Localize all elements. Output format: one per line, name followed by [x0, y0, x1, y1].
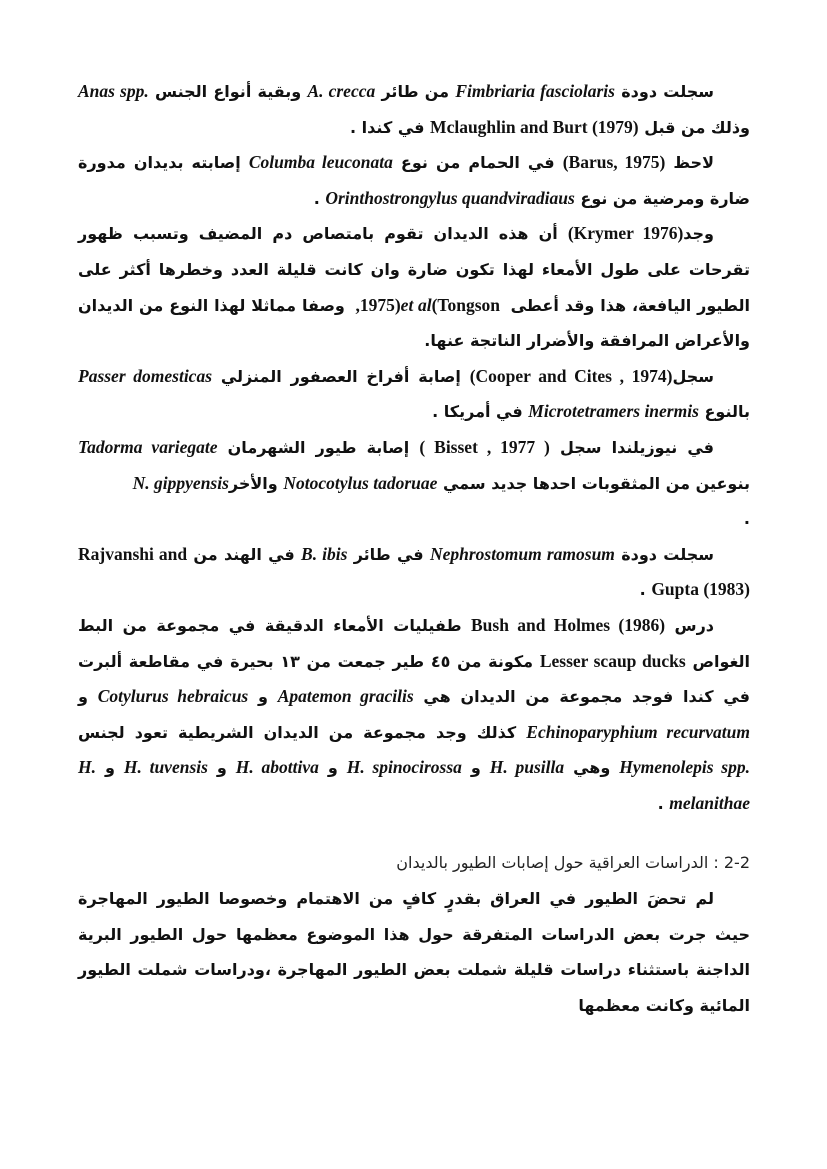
latin-term: [430, 544, 615, 564]
latin-species-name: Orinthostrongylus quandviradiaus: [325, 187, 575, 208]
arabic-text: سجلت دودة: [614, 544, 715, 564]
latin-term: [78, 437, 218, 457]
latin-term: [249, 152, 393, 172]
latin-species-name: H. melanithae: [78, 757, 750, 813]
latin-species-name: Hymenolepis spp.: [619, 757, 750, 778]
latin-species-name: N. gippyensis: [132, 472, 229, 493]
arabic-text: و: [96, 758, 124, 778]
arabic-text: إصابة أفراخ العصفور المنزلي: [212, 366, 470, 386]
arabic-text: وهي: [564, 758, 620, 778]
latin-term: [490, 757, 564, 777]
latin-species-name: H. spinocirossa: [346, 757, 462, 778]
latin-species-name: Passer domesticas: [78, 365, 213, 386]
latin-species-name: Fimbriaria fasciolaris: [455, 81, 615, 101]
arabic-text: طفيليات الأمعاء الدقيقة في مجموعة من البط الغواص: [78, 615, 751, 671]
latin-species-name: Echinoparyphium recurvatum: [526, 721, 751, 742]
latin-term: [98, 686, 249, 706]
arabic-text: .: [657, 793, 670, 813]
latin-term: [325, 188, 574, 208]
document-body: [78, 74, 750, 1023]
citation: Rajvanshi and Gupta (1983): [78, 543, 750, 600]
paragraph-p1: [78, 74, 750, 145]
arabic-text: لاحظ: [665, 153, 715, 173]
arabic-text: كذلك وجد مجموعة من الديدان الشريطية تعود لجنس: [78, 722, 527, 742]
arabic-text: و: [78, 687, 98, 707]
latin-species-name: Columba leuconata: [248, 152, 393, 173]
section-paragraph: [78, 881, 750, 1023]
latin-species-name: Nephrostomum ramosum: [429, 543, 615, 564]
citation: Mclaughlin and Burt (1979): [430, 116, 639, 137]
latin-species-name: Apatemon gracilis: [277, 686, 414, 707]
latin-term: [133, 473, 229, 493]
arabic-text: في كندا .: [350, 117, 431, 137]
arabic-text: و: [318, 758, 347, 778]
paragraph-p4: [78, 359, 750, 430]
arabic-text: .: [743, 509, 750, 529]
arabic-text: في الهند من: [187, 544, 302, 564]
arabic-text: بالنوع: [698, 402, 750, 422]
arabic-text: سجل: [672, 366, 714, 386]
latin-species-name: H. abottiva: [235, 757, 319, 778]
arabic-text: .: [313, 188, 326, 208]
arabic-text: و: [461, 758, 490, 778]
arabic-text: و: [248, 687, 278, 707]
arabic-text: لم تحضَ الطيور في العراق بقدرٍ كافٍ من الاهتمام وخصوصا الطيور المهاجرة حيث جرت بعض الدراسات المتفرقة حول هذا الموضوع معظمها حول الطيور البرية الداجنة باستثناء دراسات قليلة شملت بعض الطيور المهاجرة ،ودراسات شملت الطيور المائية وكانت معظمها: [78, 889, 750, 1015]
arabic-text: والأخر: [228, 473, 284, 493]
arabic-text: من طائر: [375, 82, 456, 101]
arabic-text: مكونة من ٤٥ طير جمعت من ١٣ بحيرة في مقاطعة ألبرت في كندا فوجد مجموعة من الديدان هي: [78, 651, 750, 707]
citation: Lesser scaup ducks: [539, 650, 686, 671]
latin-term: [308, 81, 376, 101]
paragraph-p3: [78, 216, 750, 358]
arabic-text: في أمريكا .: [432, 402, 529, 422]
latin-species-name: Tadorma variegate: [78, 436, 218, 457]
arabic-text: وبقية أنواع الجنس: [148, 82, 308, 101]
literature-review-paragraphs: [78, 74, 750, 821]
latin-species-name: H. tuvensis: [123, 757, 208, 778]
latin-term: [455, 81, 615, 101]
latin-species-name: H. pusilla: [489, 757, 565, 778]
arabic-text: إصابة طيور الشهرمان: [217, 437, 420, 457]
paragraph-p6: [78, 537, 750, 608]
section-heading: 2-2 : الدراسات العراقية حول إصابات الطيور بالديدان: [396, 853, 750, 873]
latin-species-name: Notocotylus tadoruae: [283, 472, 438, 493]
latin-species-name: A. crecca: [307, 81, 376, 101]
latin-term: [278, 686, 414, 706]
section-gap: [78, 821, 750, 845]
latin-term: [124, 757, 208, 777]
arabic-text: بنوعين من المثقوبات احدها جديد سمي: [437, 473, 750, 493]
arabic-text: في طائر: [347, 544, 430, 564]
latin-term: [619, 757, 750, 777]
latin-term: [78, 81, 149, 101]
citation: (Barus, 1975): [562, 152, 666, 173]
latin-species-name: B. ibis: [301, 543, 348, 564]
latin-species-name: et al: [400, 294, 432, 315]
citation: Bush and Holmes (1986): [471, 614, 666, 635]
arabic-text: في نيوزيلندا سجل: [549, 437, 715, 457]
latin-term: [528, 401, 699, 421]
citation: (Tongson: [431, 294, 505, 315]
citation: ( Bisset , 1977 ): [419, 436, 550, 457]
arabic-text: سجلت دودة: [614, 82, 715, 101]
latin-term: [283, 473, 437, 493]
arabic-text: و: [207, 758, 236, 778]
arabic-text: إصابته بديدان مدورة ضارة ومرضية من نوع: [78, 153, 750, 208]
paragraph-p5b: [78, 501, 750, 537]
latin-term: [526, 722, 750, 742]
latin-term: [78, 366, 212, 386]
latin-term: [347, 757, 462, 777]
arabic-text: في الحمام من نوع: [392, 153, 563, 173]
latin-species-name: Cotylurus hebraicus: [97, 686, 249, 707]
paragraph-p7: [78, 608, 750, 822]
arabic-text: وذلك من قبل: [638, 117, 750, 137]
latin-species-name: Microtetramers inermis: [528, 401, 699, 422]
latin-term: [401, 295, 432, 315]
arabic-text: درس: [665, 615, 715, 635]
latin-term: [301, 544, 347, 564]
citation: (Cooper and Cites , 1974): [469, 365, 673, 386]
arabic-text: .: [639, 580, 652, 600]
paragraph-p5: [78, 430, 750, 501]
paragraph-p2: [78, 145, 750, 216]
latin-species-name: Anas spp.: [78, 81, 149, 101]
arabic-text: وجد: [683, 224, 714, 244]
citation: (Krymer 1976): [567, 223, 684, 244]
arabic-text: وصفا مماثلا لهذا النوع من الديدان والأعراض المرافقة والأضرار الناتجة عنها.: [78, 295, 750, 351]
latin-term: [236, 757, 319, 777]
citation: ,1975): [350, 294, 401, 315]
arabic-text: أن هذه الديدان تقوم بامتصاص دم المضيف وتسبب ظهور تقرحات على طول الأمعاء لهذا تكون ضارة وان كانت قليلة العدد وخطرها أكثر على الطيور اليافعة، هذا وقد أعطى: [78, 224, 751, 315]
